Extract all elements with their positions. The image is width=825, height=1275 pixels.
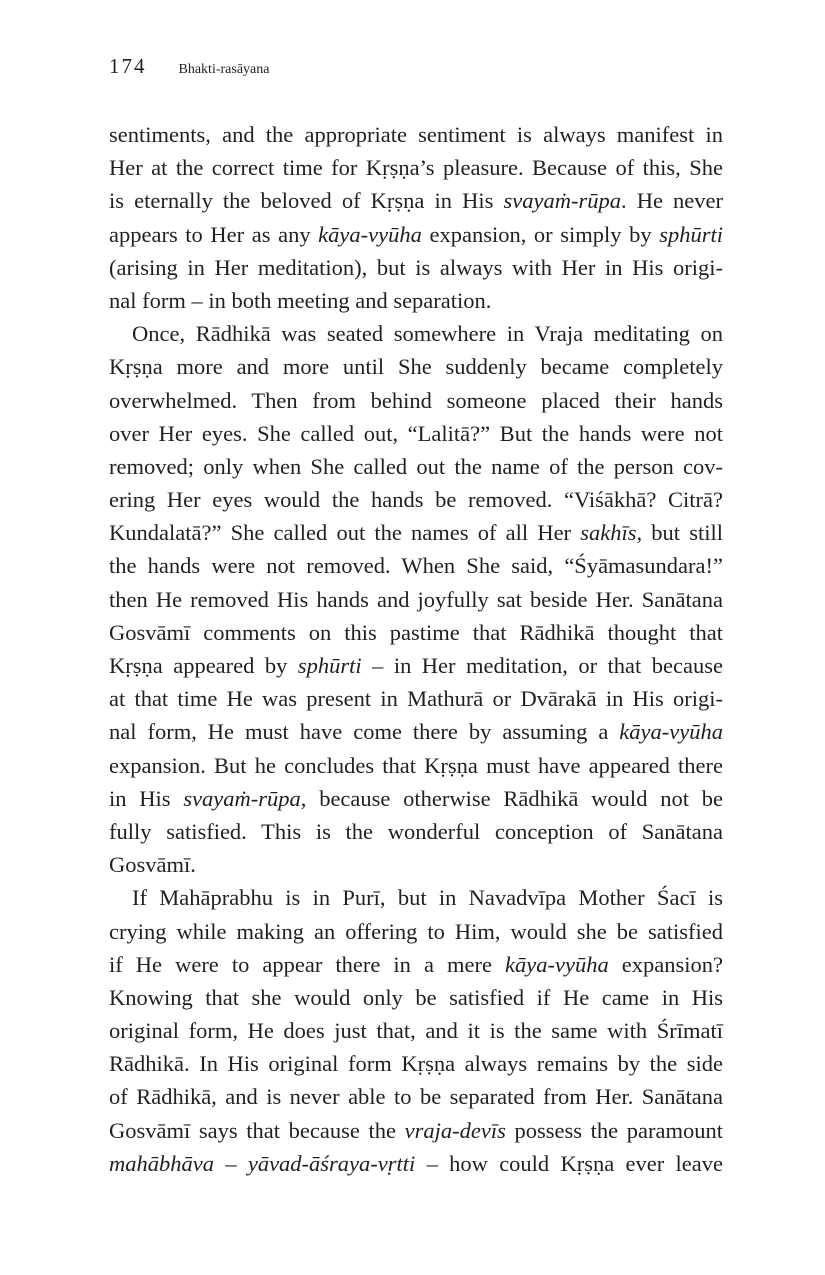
italic-term: vraja-devīs (404, 1117, 506, 1143)
italic-term: svayaṁ-rūpa (183, 785, 301, 811)
text-run: ering Her eyes would the hands be removed. “Viśākhā? Citrā? (109, 487, 723, 513)
text-run: , because otherwise Rādhikā would not be (300, 785, 723, 811)
text-run: appears to Her as any (109, 221, 319, 247)
text-line (109, 583, 723, 616)
paragraph (109, 881, 723, 1180)
italic-term: kāya-vyūha (318, 221, 422, 247)
text-line (109, 483, 723, 516)
text-run: at that time He was present in Mathurā or Dvārakā in His origi- (109, 686, 723, 712)
text-run: fully satisfied. This is the wonderful conception of Sanātana (109, 818, 723, 844)
text-run: the hands were not removed. When She said, “Śyāmasundara!” (109, 553, 723, 579)
text-run: in His (109, 785, 184, 811)
italic-term: kāya-vyūha (505, 951, 609, 977)
text-line (109, 1014, 723, 1047)
text-run: Once, Rādhikā was seated somewhere in Vraja meditating on (132, 321, 723, 347)
text-line (109, 118, 723, 151)
text-line (109, 881, 723, 914)
italic-term: sphūrti (659, 221, 723, 247)
running-header (109, 54, 269, 79)
text-run: removed; only when She called out the name of the person cov- (109, 453, 723, 479)
text-run: possess the paramount (505, 1117, 724, 1143)
text-line (109, 782, 723, 815)
text-run: – how could Kṛṣṇa ever leave (415, 1150, 723, 1176)
text-line (109, 981, 723, 1014)
italic-term: sakhīs (580, 520, 637, 546)
text-run: nal form, He must have come there by assuming a (109, 719, 620, 745)
text-line (109, 251, 723, 284)
italic-term: kāya-vyūha (619, 719, 723, 745)
text-line (109, 649, 723, 682)
paragraph (109, 118, 723, 317)
text-run: original form, He does just that, and it is the same with Śrīmatī (109, 1018, 723, 1044)
text-line (109, 151, 723, 184)
italic-term: sphūrti (297, 653, 362, 678)
text-run: Gosvāmī. (109, 852, 196, 878)
text-run: – in Her meditation, or that because (361, 653, 723, 678)
text-line (109, 616, 723, 649)
text-run: Gosvāmī says that because the (109, 1117, 405, 1143)
italic-term: mahābhāva – yāvad-āśraya-vṛtti (109, 1150, 416, 1176)
text-run: over Her eyes. She called out, “Lalitā?” But the hands were not (109, 420, 723, 446)
text-run: expansion. But he concludes that Kṛṣṇa must have appeared there (109, 752, 723, 778)
text-run: Rādhikā. In His original form Kṛṣṇa always remains by the side (109, 1051, 723, 1077)
text-run: overwhelmed. Then from behind someone placed their hands (109, 387, 723, 413)
text-run: if He were to appear there in a mere (109, 951, 506, 977)
text-run: Knowing that she would only be satisfied if He came in His (109, 984, 723, 1010)
text-run: of Rādhikā, and is never able to be separated from Her. Sanātana (109, 1084, 723, 1110)
page-number: 174 (109, 54, 147, 78)
text-run: sentiments, and the appropriate sentiment is always manifest in (109, 122, 723, 147)
text-run: Kṛṣṇa more and more until She suddenly became completely (109, 354, 723, 380)
italic-term: svayaṁ-rūpa (503, 188, 621, 214)
text-line (109, 184, 723, 217)
body-text (109, 118, 723, 1180)
text-run: is eternally the beloved of Kṛṣṇa in His (109, 188, 504, 214)
text-run: crying while making an offering to Him, would she be satisfied (109, 918, 723, 944)
text-line (109, 1047, 723, 1080)
text-line (109, 384, 723, 417)
text-line (109, 715, 723, 748)
text-run: (arising in Her meditation), but is always with Her in His origi- (109, 254, 723, 280)
text-line (109, 218, 723, 251)
text-run: Kṛṣṇa appeared by (109, 653, 298, 678)
text-run: nal form – in both meeting and separation. (109, 287, 492, 313)
text-line (109, 350, 723, 383)
text-line (109, 915, 723, 948)
text-line (109, 516, 723, 549)
text-line (109, 749, 723, 782)
text-run: . He never (620, 188, 723, 214)
text-line (109, 682, 723, 715)
text-run: then He removed His hands and joyfully sat beside Her. Sanātana (109, 586, 723, 612)
text-line (109, 815, 723, 848)
text-line (109, 549, 723, 582)
text-line (109, 284, 723, 317)
text-line (109, 948, 723, 981)
text-line (109, 1114, 723, 1147)
running-title: Bhakti-rasāyana (178, 62, 270, 77)
text-run: Gosvāmī comments on this pastime that Rādhikā thought that (109, 619, 723, 645)
paragraph (109, 317, 723, 881)
text-line (109, 1147, 723, 1180)
text-line (109, 417, 723, 450)
text-run: expansion, or simply by (421, 221, 660, 247)
text-line (109, 1080, 723, 1113)
text-run: Kundalatā?” She called out the names of all Her (109, 520, 581, 546)
text-line (109, 317, 723, 350)
text-run: Her at the correct time for Kṛṣṇa’s pleasure. Because of this, She (109, 155, 723, 181)
text-run: expansion? (608, 951, 724, 977)
text-run: , but still (636, 520, 724, 546)
text-run: If Mahāprabhu is in Purī, but in Navadvīpa Mother Śacī is (132, 885, 723, 911)
text-line (109, 848, 723, 881)
text-line (109, 450, 723, 483)
